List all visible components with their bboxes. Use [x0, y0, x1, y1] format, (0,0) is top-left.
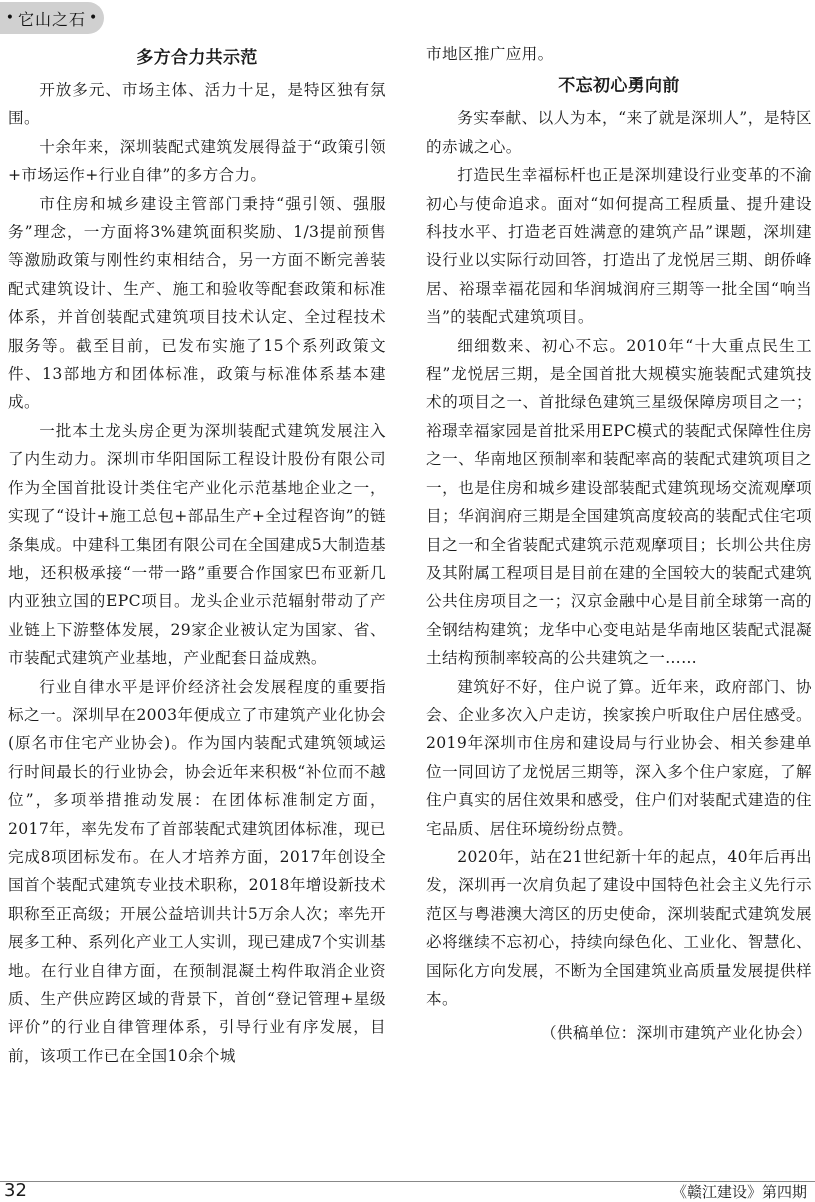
- body-paragraph: 2020年，站在21世纪新十年的起点，40年后再出发，深圳再一次肩负起了建设中国特色社会主义先行示范区与粤港澳大湾区的历史使命，深圳装配式建筑发展必将继续不忘初心，持续向绿色化、工业化、智慧化、国际化方向发展，不断为全国建筑业高质量发展提供样本。: [426, 847, 812, 1008]
- body-paragraph: 打造民生幸福标杆也正是深圳建设行业变革的不渝初心与使命追求。面对“如何提高工程质量、提升建设科技水平、打造老百姓满意的建筑产品”课题，深圳建设行业以实际行动回答，打造出了龙悦居三期、朗侨峰居、裕璟幸福花园和华润城润府三期等一批全国“响当当”的装配式建筑项目。: [426, 166, 812, 327]
- journal-title: 《赣江建设》第四期: [671, 1183, 807, 1201]
- left-column: [8, 40, 386, 1070]
- page-number: 32: [4, 1180, 27, 1201]
- body-paragraph: 建筑好不好，住户说了算。近年来，政府部门、协会、企业多次入户走访，挨家挨户听取住户居住感受。2019年深圳市住房和建设局与行业协会、相关参建单位一同回访了龙悦居三期等，深入多个住户家庭，了解住户真实的居住效果和感受，住户们对装配式建造的住宅品质、居住环境纷纷点赞。: [426, 677, 812, 838]
- continued-paragraph: 市地区推广应用。: [426, 45, 554, 63]
- body-paragraph: 细细数来、初心不忘。2010年“十大重点民生工程”龙悦居三期，是全国首批大规模实施装配式建筑技术的项目之一、首批绿色建筑三星级保障房项目之一；裕璟幸福家园是首批采用EPC模式的装配式保障性住房之一、华南地区预制率和装配率高的装配式建筑项目之一，也是住房和城乡建设部装配式建筑现场交流观摩项目；华润润府三期是全国建筑高度较高的装配式住宅项目之一和全省装配式建筑示范观摩项目；长圳公共住房及其附属工程项目是目前在建的全国较大的装配式建筑公共住房项目之一；汉京金融中心是目前全球第一高的全钢结构建筑；龙华中心变电站是华南地区装配式混凝土结构预制率较高的公共建筑之一……: [426, 336, 812, 668]
- body-paragraph: 开放多元、市场主体、活力十足，是特区独有氛围。: [8, 81, 386, 128]
- column-tag: [0, 2, 104, 34]
- section-heading-original-aspiration: 不忘初心勇向前: [558, 76, 680, 97]
- body-paragraph: 一批本土龙头房企更为深圳装配式建筑发展注入了内生动力。深圳市华阳国际工程设计股份有限公司作为全国首批设计类住宅产业化示范基地企业之一，实现了“设计+施工总包+部品生产+全过程咨询”的链条集成。中建科工集团有限公司在全国建成5大制造基地，还积极承接“一带一路”重要合作国家巴布亚新几内亚独立国的EPC项目。龙头企业示范辐射带动了产业链上下游整体发展，29家企业被认定为国家、省、市装配式建筑产业基地，产业配套日益成熟。: [8, 421, 386, 668]
- body-paragraph: 务实奉献、以人为本，“来了就是深圳人”，是特区的赤诚之心。: [426, 109, 812, 156]
- body-paragraph: 市住房和城乡建设主管部门秉持“强引领、强服务”理念，一方面将3%建筑面积奖励、1/3提前预售等激励政策与刚性约束相结合，另一方面不断完善装配式建筑设计、生产、施工和验收等配套政策和标准体系，并首创装配式建筑项目技术认定、全过程技术服务等。截至目前，已发布实施了15个系列政策文件、13部地方和团体标准，政策与标准体系基本建成。: [8, 194, 386, 412]
- section-heading-cooperation: 多方合力共示范: [136, 48, 258, 68]
- column-tag-dot-right: •: [89, 10, 99, 26]
- column-tag-dot-left: •: [5, 10, 15, 26]
- contributor-credit: （供稿单位：深圳市建筑产业化协会）: [540, 1024, 812, 1043]
- body-paragraph: 十余年来，深圳装配式建筑发展得益于“政策引领+市场运作+行业自律”的多方合力。: [8, 137, 386, 185]
- body-paragraph: 行业自律水平是评价经济社会发展程度的重要指标之一。深圳早在2003年便成立了市建筑产业化协会(原名市住宅产业协会)。作为国内装配式建筑领域运行时间最长的行业协会，协会近年来积极“补位而不越位”，多项举措推动发展：在团体标准制定方面，2017年，率先发布了首部装配式建筑团体标准，现已完成8项团标发布。在人才培养方面，2017年创设全国首个装配式建筑专业技术职称，2018年增设新技术职称至正高级；开展公益培训共计5万余人次；率先开展多工种、系列化产业工人实训，现已建成7个实训基地。在行业自律方面，在预制混凝土构件取消企业资质、生产供应跨区域的背景下，首创“登记管理+星级评价”的行业自律管理体系，引导行业有序发展，目前，该项工作已在全国10余个城: [8, 677, 386, 1065]
- right-column: [426, 40, 812, 1048]
- column-tag-label: 它山之石: [17, 9, 86, 29]
